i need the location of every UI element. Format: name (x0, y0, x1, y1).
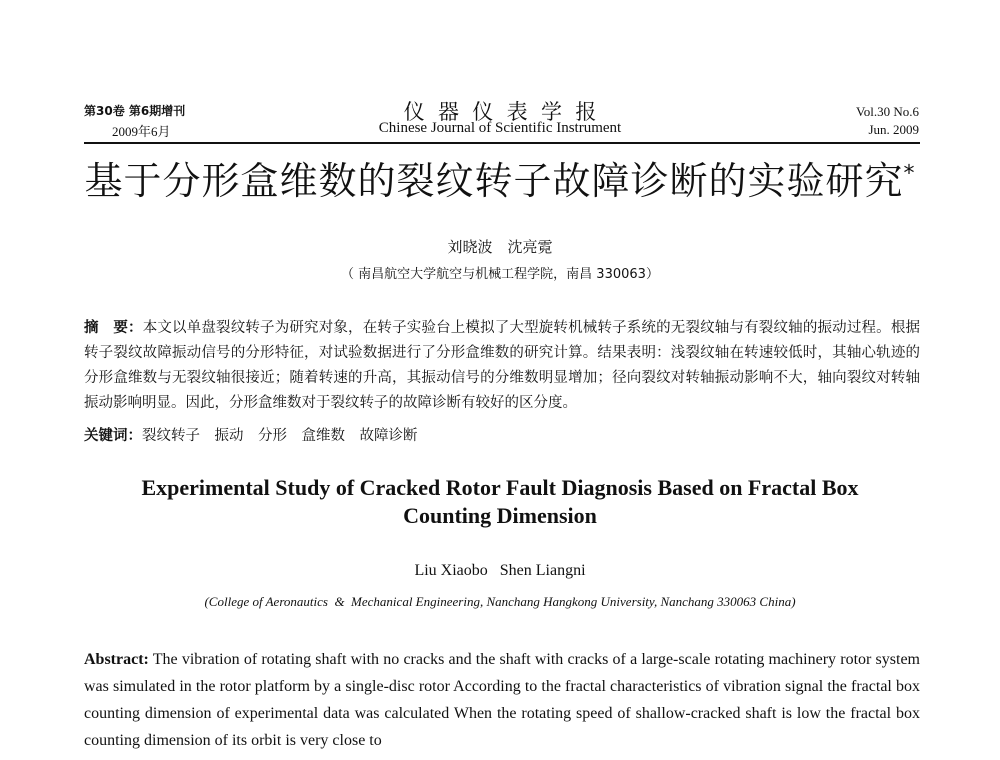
abstract-en-label: Abstract: (84, 651, 149, 668)
title-en: Experimental Study of Cracked Rotor Fault Diagnosis Based on Fractal Box Counting Dimension (141, 475, 859, 528)
affiliation-en: (College of Aeronautics & Mechanical Engineering, Nanchang Hangkong University, Nanchang 330063 China) (204, 594, 796, 609)
abstract-cn (84, 316, 920, 449)
date-en: Jun. 2009 (868, 122, 919, 137)
volume-cn: 第30卷 第6期增刊 (84, 104, 186, 118)
journal-name-cn: 仪 器 仪 表 学 报 (403, 100, 597, 124)
affiliation-cn: （ 南昌航空大学航空与机械工程学院，南昌 330063） (341, 267, 659, 282)
title-cn (0, 150, 1000, 205)
footnote-mark: * (903, 161, 916, 187)
title-cn-text: 基于分形盒维数的裂纹转子故障诊断的实验研究 (84, 159, 904, 203)
authors-en: Liu Xiaobo Shen Liangni (414, 562, 586, 579)
keywords-cn-label: 关键词： (84, 428, 142, 444)
abstract-cn-label: 摘 要： (84, 320, 143, 336)
abstract-cn-text: 本文以单盘裂纹转子为研究对象，在转子实验台上模拟了大型旋转机械转子系统的无裂纹轴与有裂纹轴的振动过程。根据转子裂纹故障振动信号的分形特征，对试验数据进行了分形盒维数的研究计算。结果表明：浅裂纹轴在转速较低时，其轴心轨迹的分形盒维数与无裂纹轴很接近；随着转速的升高，其振动信号的分维数明显增加；径向裂纹对转轴振动影响不大，轴向裂纹对转轴振动影响明显。因此，分形盒维数对于裂纹转子的故障诊断有较好的区分度。 (84, 320, 921, 411)
date-cn: 2009年6月 (112, 124, 171, 139)
abstract-en-text: The vibration of rotating shaft with no cracks and the shaft with cracks of a large-scale rotating machinery rotor system was simulated in the rotor platform by a single-disc rotor According to the fractal characteristics of vibration signal the fractal box counting dimension of experimental data was calculated When the rotating speed of shallow-cracked shaft is low the fractal box counting dimension of its orbit is very close to (84, 651, 920, 749)
abstract-en (84, 646, 920, 754)
volume-en: Vol.30 No.6 (856, 104, 919, 119)
keywords-cn: 裂纹转子 振动 分形 盒维数 故障诊断 (142, 428, 418, 444)
authors-cn: 刘晓波 沈亮霓 (447, 238, 553, 256)
journal-name-en: Chinese Journal of Scientific Instrument (378, 120, 622, 136)
header-rule (84, 142, 920, 144)
